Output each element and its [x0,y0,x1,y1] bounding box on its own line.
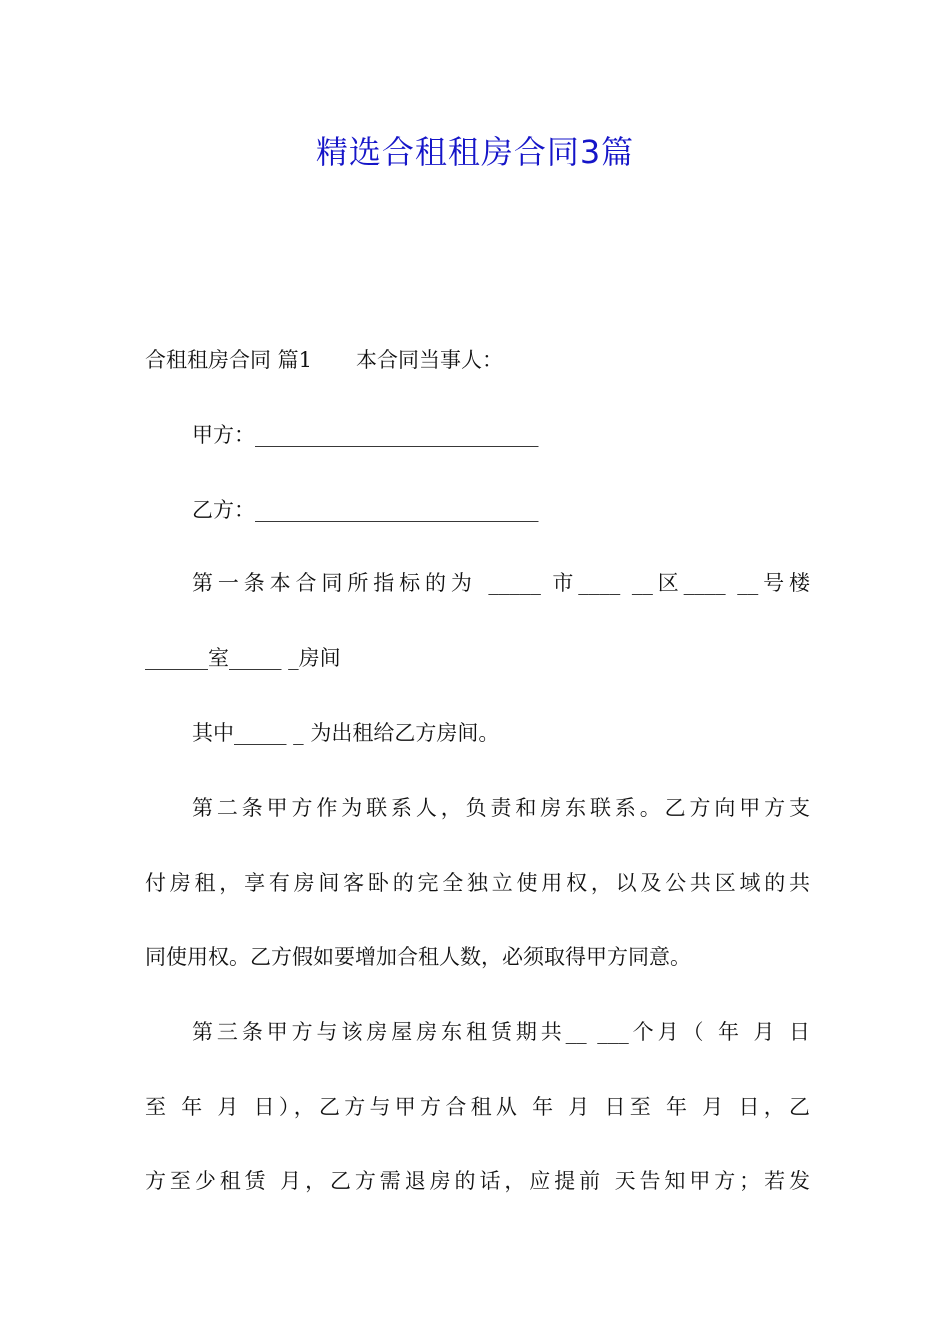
article-2-line-2: 付房租，享有房间客卧的完全独立使用权，以及公共区域的共 [145,871,810,895]
article-1-line-2: ______室_____ _房间 [145,646,341,670]
article-3-line-2: 至 年 月 日），乙方与甲方合租从 年 月 日至 年 月 日，乙 [145,1095,810,1119]
section-heading-line [145,345,810,375]
article-3-line-1: 第三条甲方与该房屋房东租赁期共__ ___个月（ 年 月 日 [192,1020,810,1044]
section-intro: 本合同当事人： [356,348,504,372]
article-1-line-3: 其中_____ _ 为出租给乙方房间。 [192,721,500,745]
document-title: 精选合租租房合同3篇 [315,133,635,171]
party-a-line: 甲方：___________________________ [192,423,539,447]
party-b-line: 乙方：___________________________ [192,498,539,522]
section-label: 合租租房合同 篇1 [145,348,313,372]
article-3-line-3: 方至少租赁 月，乙方需退房的话，应提前 天告知甲方；若发 [145,1169,810,1193]
article-2-line-1: 第二条甲方作为联系人，负责和房东联系。乙方向甲方支 [192,796,810,820]
article-1-line-1: 第一条本合同所指标的为 _____ 市____ __区____ __号楼 [192,571,810,595]
article-2-line-3: 同使用权。乙方假如要增加合租人数，必须取得甲方同意。 [145,945,691,969]
